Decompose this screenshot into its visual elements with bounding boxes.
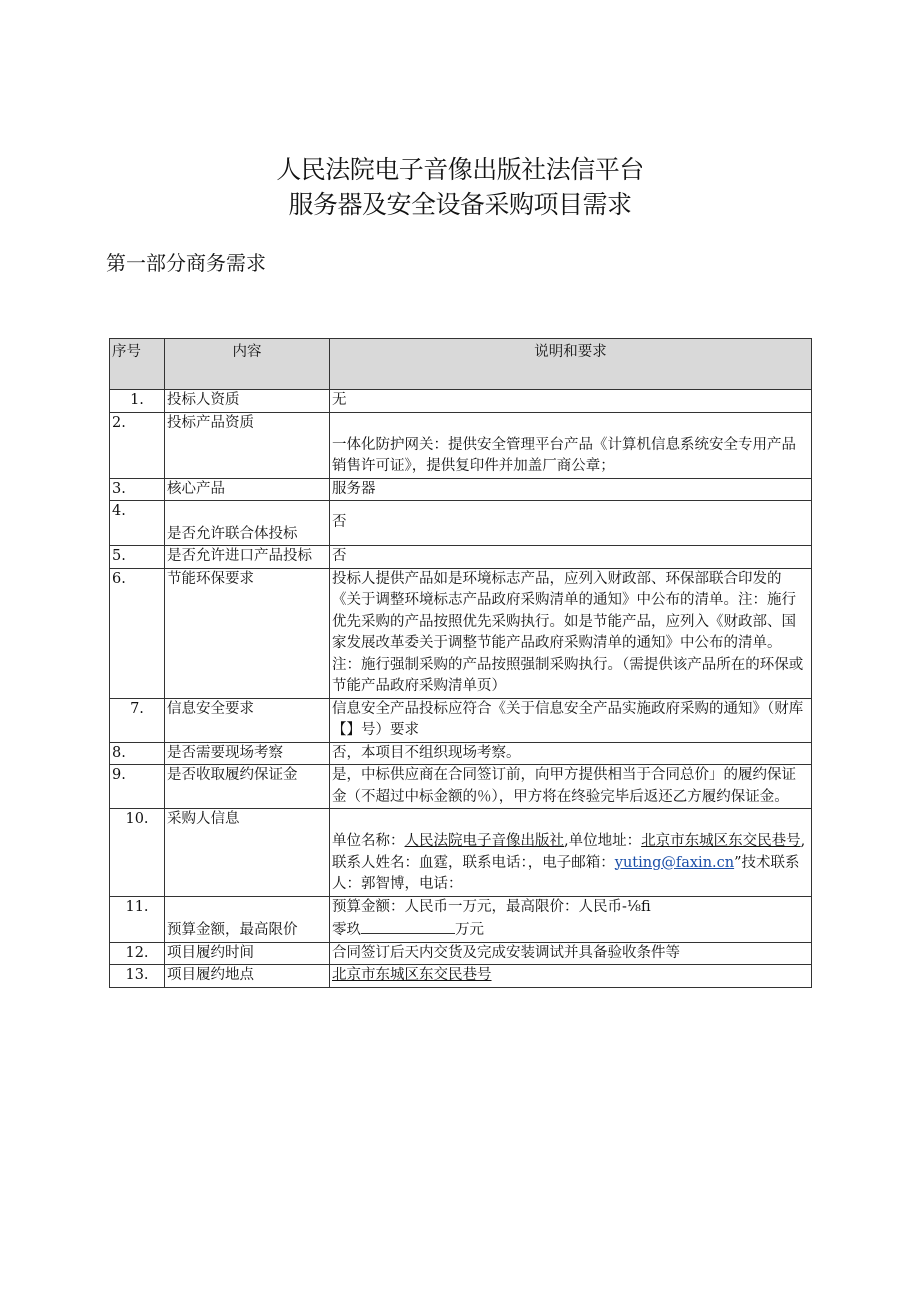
header-number: 序号 (110, 339, 165, 390)
row-item: 节能环保要求 (165, 568, 330, 698)
row-item: 是否允许联合体投标 (165, 501, 330, 546)
document-title-line-1: 人民法院电子音像出版社法信平台 (276, 155, 644, 184)
section-heading: 第一部分商务需求 (106, 251, 266, 275)
row-description: 信息安全产品投标应符合《关于信息安全产品实施政府采购的通知》（财库【】号）要求 (330, 698, 812, 742)
purchaser-address: 北京市东城区东交民巷号 (641, 833, 801, 849)
table-row (110, 478, 812, 501)
row-item: 是否需要现场考察 (165, 742, 330, 765)
row-number: 10. (110, 809, 165, 897)
table-row (110, 390, 812, 413)
table-header-row (110, 339, 812, 390)
row-item: 是否允许进口产品投标 (165, 546, 330, 569)
budget-line-1: 预算金额：人民币一万元，最高限价：人民币-⅛fi (332, 898, 651, 915)
header-requirements: 说明和要求 (330, 339, 812, 390)
row-description: 投标人提供产品如是环境标志产品，应列入财政部、环保部联合印发的《关于调整环境标志产品政府采购清单的通知》中公布的清单。注：施行优先采购的产品按照优先采购执行。如是节能产品，应列入《财政部、国家发展改革委关于调整节能产品政府采购清单的通知》中公布的清单。注：施行强制采购的产品按照强制采购执行。（需提供该产品所在的环保或节能产品政府采购清单页） (330, 568, 812, 698)
row-number: 2. (110, 412, 165, 478)
row-number: 8. (110, 742, 165, 765)
row-item: 采购人信息 (165, 809, 330, 897)
row-description (330, 809, 812, 897)
table-row (110, 412, 812, 478)
row-item: 核心产品 (165, 478, 330, 501)
table-row (110, 568, 812, 698)
row-item: 是否收取履约保证金 (165, 765, 330, 809)
row-description: 是，中标供应商在合同签订前，向甲方提供相当于合同总价」的履约保证金（不超过中标金额的％），甲方将在终验完毕后返还乙方履约保证金。 (330, 765, 812, 809)
purchaser-tech-contact: ”技术联系人：郭智博，电话： (332, 854, 800, 892)
row-item: 信息安全要求 (165, 698, 330, 742)
row-description: 无 (330, 390, 812, 413)
row-description: 一体化防护网关：提供安全管理平台产品《计算机信息系统安全专用产品销售许可证》，提供复印件并加盖厂商公章； (330, 412, 812, 478)
row-number: 6. (110, 568, 165, 698)
table-row (110, 546, 812, 569)
table-row (110, 765, 812, 809)
row-number: 13. (110, 965, 165, 988)
row-item: 预算金额，最高限价 (165, 896, 330, 942)
table-row (110, 698, 812, 742)
row-number: 3. (110, 478, 165, 501)
row-description: 服务器 (330, 478, 812, 501)
row-number: 12. (110, 942, 165, 965)
document-title-line-2: 服务器及安全设备采购项目需求 (288, 190, 632, 219)
purchaser-email-link[interactable]: yuting@faxin.cn (614, 854, 735, 871)
table-row (110, 896, 812, 942)
row-item: 投标人资质 (165, 390, 330, 413)
budget-unit: 万元 (455, 922, 484, 938)
row-item: 投标产品资质 (165, 412, 330, 478)
row-description: 北京市东城区东交民巷号 (330, 965, 812, 988)
row-description: 合同签订后天内交货及完成安装调试并具备验收条件等 (330, 942, 812, 965)
row-number: 11. (110, 896, 165, 942)
row-number: 5. (110, 546, 165, 569)
budget-prefix: 零玖 (332, 922, 361, 938)
row-description: 否，本项目不组织现场考察。 (330, 742, 812, 765)
row-number: 1. (110, 390, 165, 413)
purchaser-unit-label: 单位名称： (332, 833, 405, 849)
row-number: 4. (110, 501, 165, 546)
table-row (110, 809, 812, 897)
row-item: 项目履约地点 (165, 965, 330, 988)
row-number: 9. (110, 765, 165, 809)
table-row (110, 942, 812, 965)
purchaser-address-label: ,单位地址： (564, 833, 642, 849)
budget-line-2 (332, 918, 809, 942)
table-row (110, 965, 812, 988)
table-row (110, 501, 812, 546)
requirements-table (109, 338, 812, 988)
row-description: 否 (330, 546, 812, 569)
row-description (330, 896, 812, 942)
purchaser-unit-name: 人民法院电子音像出版社 (404, 833, 564, 849)
purchaser-contact: ,联系人姓名：血霆，联系电话：，电子邮箱： (332, 833, 806, 871)
row-number: 7. (110, 698, 165, 742)
row-item: 项目履约时间 (165, 942, 330, 965)
header-content: 内容 (165, 339, 330, 390)
row-description: 否 (330, 501, 812, 546)
table-row (110, 742, 812, 765)
budget-blank (361, 918, 455, 934)
